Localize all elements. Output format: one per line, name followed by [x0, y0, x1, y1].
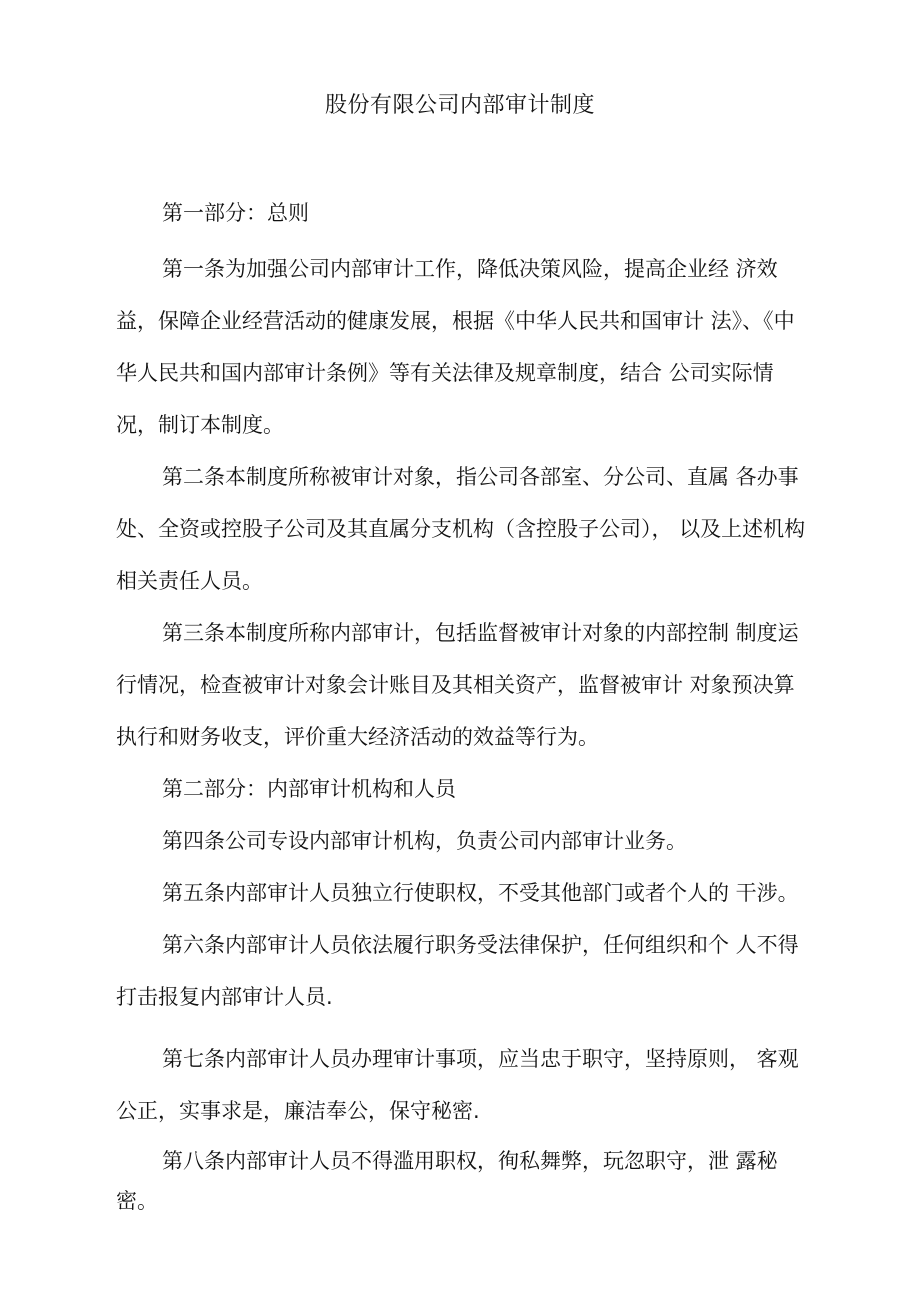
article-1: 第一条为加强公司内部审计工作，降低决策风险，提高企业经 济效益，保障企业经营活动的健康发展，根据《中华人民共和国审计 法》、《中华人民共和国内部审计条例》等有关法律及规章制度，结合 公司实际情况，制订本制度。: [116, 257, 795, 437]
article-4: 第四条公司专设内部审计机构，负责公司内部审计业务。: [162, 829, 687, 853]
article-3: 第三条本制度所称内部审计，包括监督被审计对象的内部控制 制度运行情况，检查被审计对象会计账目及其相关资产，监督被审计 对象预决算执行和财务收支，评价重大经济活动的效益等行为。: [116, 621, 799, 749]
document-title: 股份有限公司内部审计制度: [324, 93, 595, 118]
article-8: 第八条内部审计人员不得滥用职权，徇私舞弊，玩忽职守，泄 露秘密。: [116, 1149, 778, 1213]
article-7: 第七条内部审计人员办理审计事项，应当忠于职守，坚持原则， 客观公正，实事求是，廉洁奉公，保守秘密.: [116, 1047, 799, 1123]
section-heading-general: 第一部分：总则: [162, 201, 309, 225]
article-5: 第五条内部审计人员独立行使职权，不受其他部门或者个人的 干涉。: [162, 881, 799, 905]
article-2: 第二条本制度所称被审计对象，指公司各部室、分公司、直属 各办事处、全资或控股子公司及其直属分支机构（含控股子公司）， 以及上述机构相关责任人员。: [116, 465, 806, 593]
section-heading-audit-staff: 第二部分：内部审计机构和人员: [162, 777, 456, 801]
article-6: 第六条内部审计人员依法履行职务受法律保护，任何组织和个 人不得打击报复内部审计人员.: [116, 933, 799, 1009]
document-body: [116, 187, 810, 1221]
